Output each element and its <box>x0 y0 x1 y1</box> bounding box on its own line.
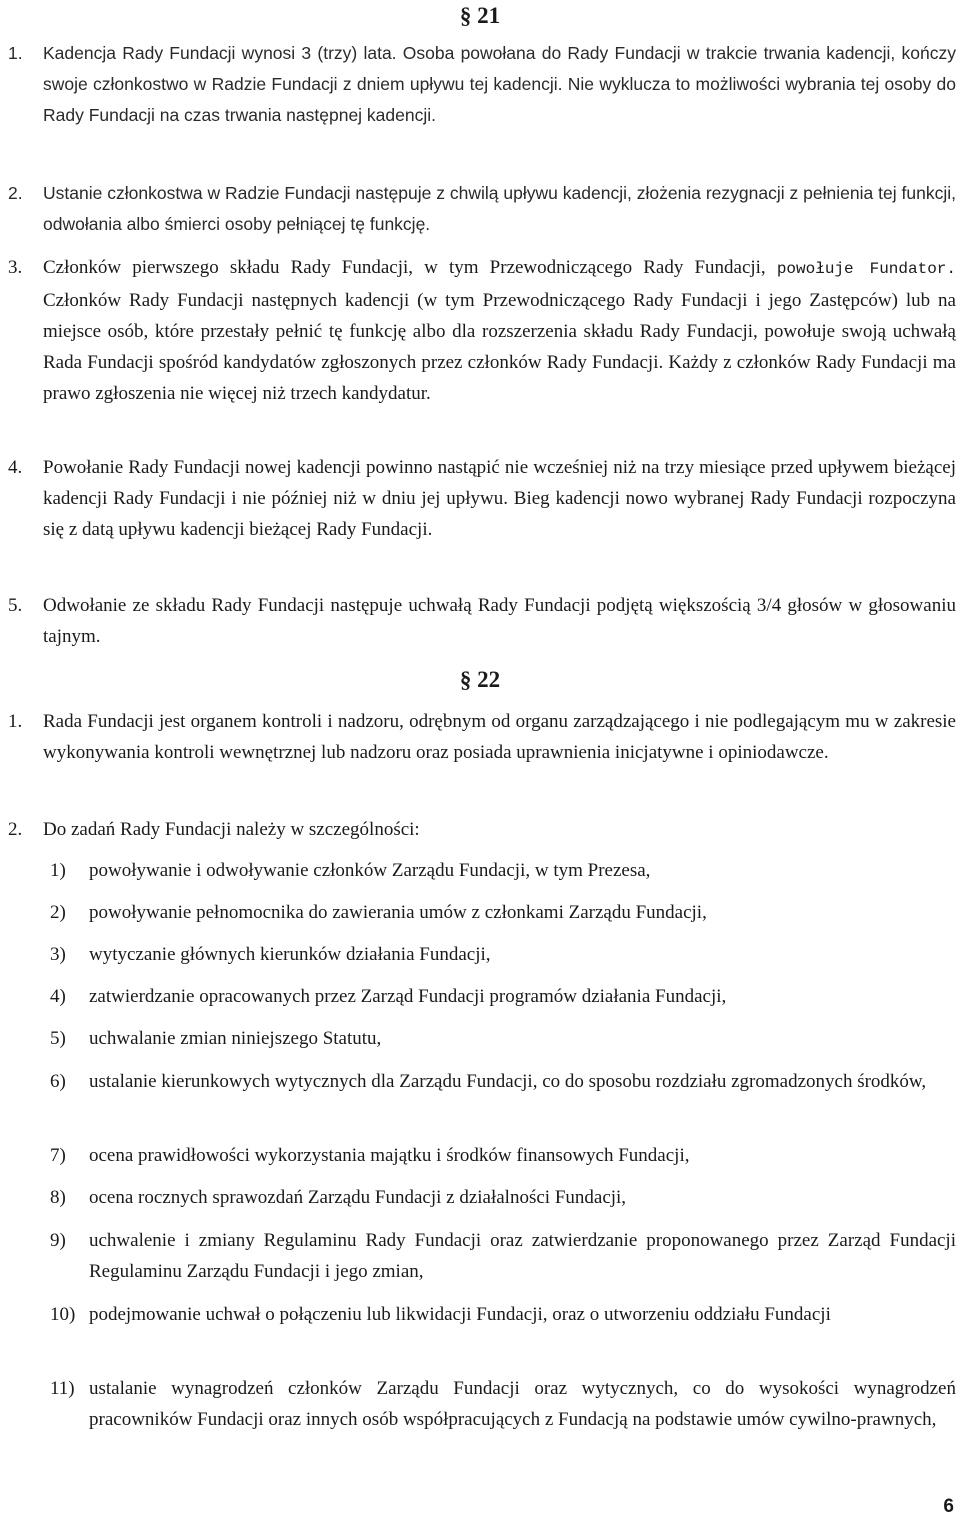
task-text: ocena prawidłowości wykorzystania majątku i środków finansowych Fundacji, <box>89 1145 690 1166</box>
task-text: powoływanie pełnomocnika do zawierania umów z członkami Zarządu Fundacji, <box>89 902 707 923</box>
paragraph-text-part: Członków Rady Fundacji następnych kadencji (w tym Przewodniczącego Rady Fundacji i jego Zastępców) lub na miejsce osób, które przestały pełnić tę funkcję albo dla rozszerzenia składu Rady Fundacji, powołuje swoją uchwałą Rada Fundacji spośród kandydatów zgłoszonych przez członków Rady Fundacji. Każdy z członków Rady Fundacji ma prawo zgłoszenia nie więcej niż trzech kandydatur. <box>43 290 956 404</box>
task-number: 1) <box>50 860 66 881</box>
task-item-10 <box>50 1299 956 1330</box>
paragraph-text: Do zadań Rady Fundacji należy w szczególności: <box>43 819 420 840</box>
task-item-11 <box>50 1373 956 1435</box>
task-text: ustalanie kierunkowych wytycznych dla Zarządu Fundacji, co do sposobu rozdziału zgromadzonych środków, <box>89 1071 927 1092</box>
paragraph-text-part: Członków pierwszego składu Rady Fundacji, w tym Przewodniczącego Rady Fundacji, <box>43 257 766 278</box>
paragraph-text: Powołanie Rady Fundacji nowej kadencji powinno nastąpić nie wcześniej niż na trzy miesiące przed upływem bieżącej kadencji Rady Fundacji i nie później niż w dniu jej upływu. Bieg kadencji nowo wybranej Rady Fundacji rozpoczyna się z datą upływu kadencji bieżącej Rady Fundacji. <box>43 457 956 540</box>
paragraph-21-1 <box>8 38 956 131</box>
task-number: 11) <box>50 1378 75 1399</box>
paragraph-21-2 <box>8 178 956 240</box>
paragraph-22-1 <box>8 706 956 768</box>
task-item-8 <box>50 1182 956 1213</box>
task-text: uchwalenie i zmiany Regulaminu Rady Fundacji oraz zatwierdzanie proponowanego przez Zarząd Fundacji Regulaminu Zarządu Fundacji i jego zmian, <box>89 1230 956 1282</box>
paragraph-text: Ustanie członkostwa w Radzie Fundacji następuje z chwilą upływu kadencji, złożenia rezygnacji z pełnienia tej funkcji, odwołania albo śmierci osoby pełniącej tę funkcję. <box>43 183 956 234</box>
task-number: 6) <box>50 1071 66 1092</box>
paragraph-text: Rada Fundacji jest organem kontroli i nadzoru, odrębnym od organu zarządzającego i nie podlegającym mu w zakresie wykonywania kontroli wewnętrznej lub nadzoru oraz posiada uprawnienia inicjatywne i opiniodawcze. <box>43 711 956 763</box>
task-text: podejmowanie uchwał o połączeniu lub likwidacji Fundacji, oraz o utworzeniu oddziału Fundacji <box>89 1304 831 1325</box>
paragraph-21-4 <box>8 452 956 545</box>
task-item-5 <box>50 1023 956 1054</box>
task-number: 8) <box>50 1187 66 1208</box>
task-item-1 <box>50 855 956 886</box>
paragraph-number: 5. <box>8 595 23 616</box>
task-number: 10) <box>50 1304 76 1325</box>
task-number: 5) <box>50 1028 66 1049</box>
paragraph-number: 1. <box>8 43 23 63</box>
paragraph-number: 2. <box>8 819 23 840</box>
task-text: ustalanie wynagrodzeń członków Zarządu Fundacji oraz wytycznych, co do wysokości wynagrodzeń pracowników Fundacji oraz innych osób współpracujących z Fundacją na podstawie umów cywilno-prawnych, <box>89 1378 956 1430</box>
task-number: 2) <box>50 902 66 923</box>
page-number: 6 <box>943 1496 954 1517</box>
paragraph-number: 1. <box>8 711 23 732</box>
task-number: 4) <box>50 986 66 1007</box>
paragraph-number: 4. <box>8 457 23 478</box>
paragraph-number: 3. <box>8 257 23 278</box>
section-heading-22: § 22 <box>459 667 501 692</box>
task-item-3 <box>50 939 956 970</box>
task-number: 3) <box>50 944 66 965</box>
task-text: ocena rocznych sprawozdań Zarządu Fundacji z działalności Fundacji, <box>89 1187 627 1208</box>
task-item-4 <box>50 981 956 1012</box>
task-number: 9) <box>50 1230 66 1251</box>
task-text: powoływanie i odwoływanie członków Zarządu Fundacji, w tym Prezesa, <box>89 860 651 881</box>
task-text: zatwierdzanie opracowanych przez Zarząd Fundacji programów działania Fundacji, <box>89 986 727 1007</box>
task-item-7 <box>50 1140 956 1171</box>
paragraph-text <box>43 252 956 409</box>
task-text: wytyczanie głównych kierunków działania Fundacji, <box>89 944 491 965</box>
paragraph-22-2 <box>8 814 956 845</box>
task-item-2 <box>50 897 956 928</box>
task-number: 7) <box>50 1145 66 1166</box>
paragraph-21-5 <box>8 590 956 652</box>
task-item-6 <box>50 1066 956 1097</box>
paragraph-21-3 <box>8 252 956 409</box>
paragraph-number: 2. <box>8 183 23 203</box>
task-text: uchwalanie zmian niniejszego Statutu, <box>89 1028 382 1049</box>
paragraph-text: Kadencja Rady Fundacji wynosi 3 (trzy) lata. Osoba powołana do Rady Fundacji w trakcie trwania kadencji, kończy swoje członkostwo w Radzie Fundacji z dniem upływu tej kadencji. Nie wyklucza to możliwości wybrania tej osoby do Rady Fundacji na czas trwania następnej kadencji. <box>43 43 956 125</box>
task-item-9 <box>50 1225 956 1287</box>
paragraph-text: Odwołanie ze składu Rady Fundacji następuje uchwałą Rady Fundacji podjętą większością 3/4 głosów w głosowaniu tajnym. <box>43 595 956 647</box>
paragraph-text-part: powołuje Fundator. <box>776 260 957 278</box>
section-heading-21: § 21 <box>459 3 501 28</box>
